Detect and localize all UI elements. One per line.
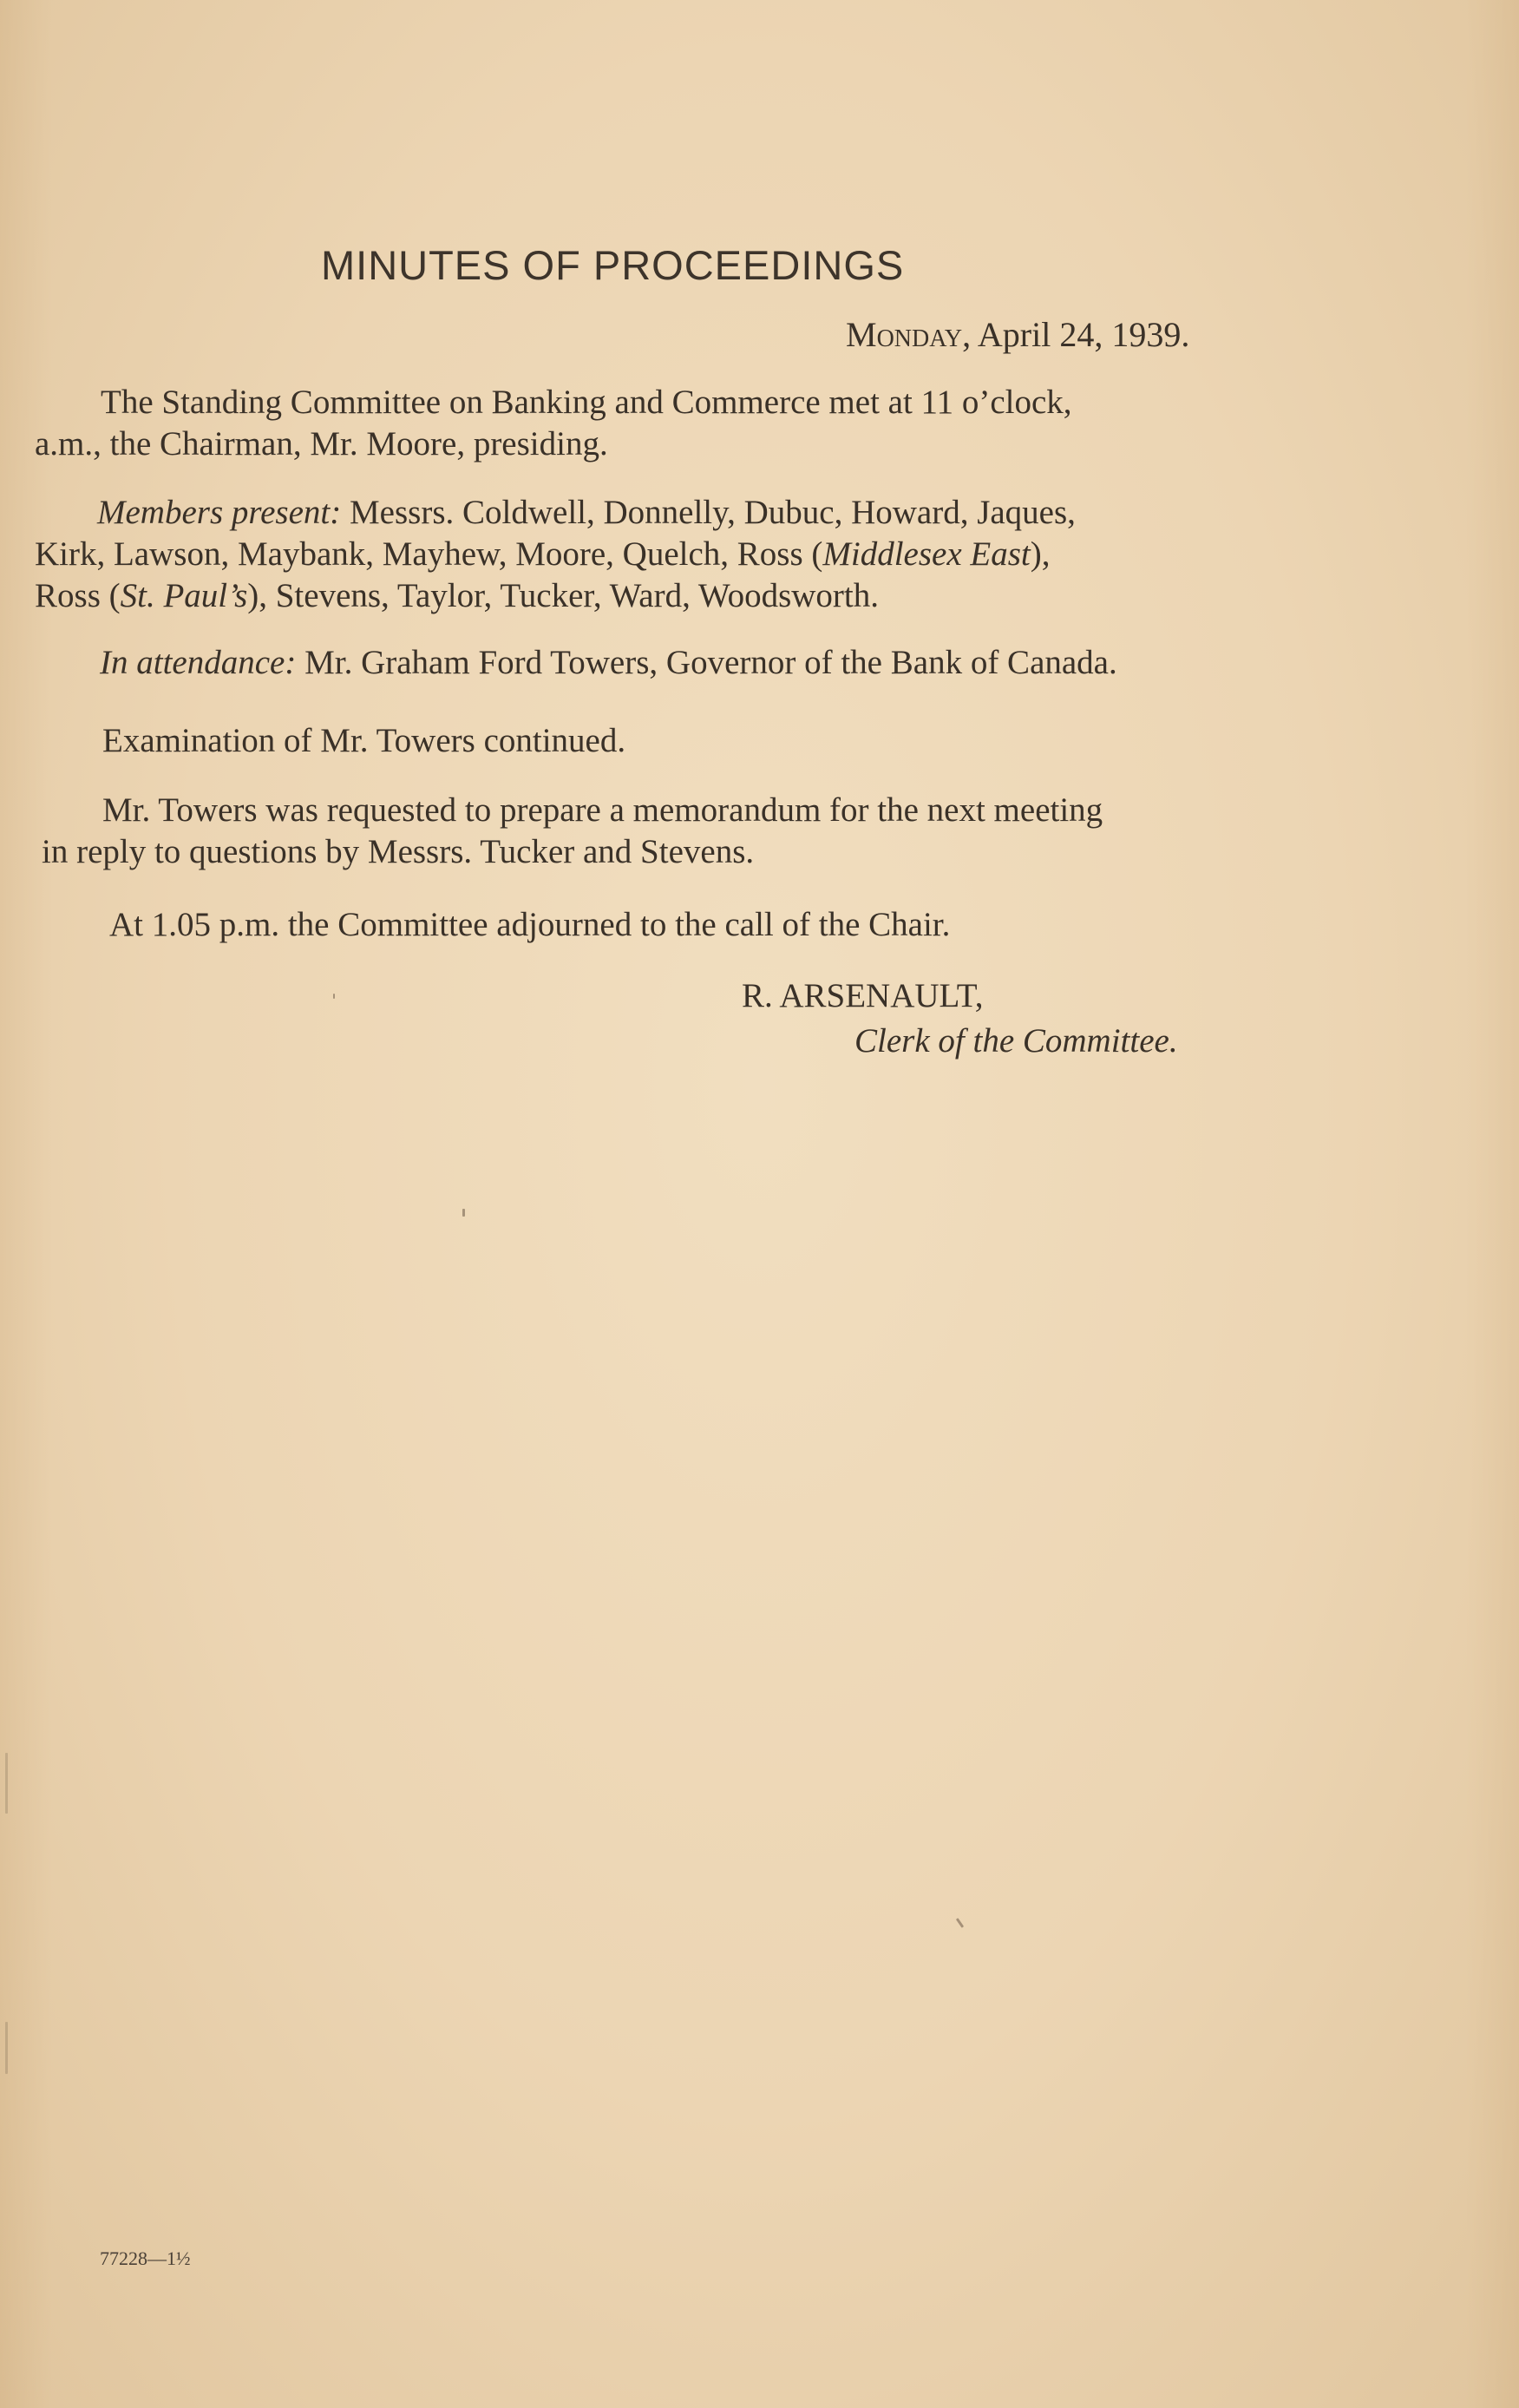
meeting-date (846, 314, 1189, 355)
members-label: Members present: (97, 494, 342, 531)
opening-paragraph (35, 382, 1072, 465)
members-line-1 (97, 492, 1076, 534)
paper-speck (5, 2022, 8, 2074)
members-line-3-b: ), Stevens, Taylor, Tucker, Ward, Woodsworth. (247, 577, 879, 614)
paper-speck (956, 1918, 964, 1928)
members-line-2 (35, 534, 1076, 575)
print-code: 77228—1½ (100, 2247, 191, 2269)
date-rest: , April 24, 1939. (962, 315, 1190, 354)
memorandum-line-2: in reply to questions by Messrs. Tucker and Stevens. (42, 833, 755, 870)
examination-paragraph: Examination of Mr. Towers continued. (102, 722, 626, 759)
paper-speck (5, 1753, 8, 1814)
members-line-3-italic: St. Paul’s (120, 577, 248, 614)
members-line-1-text: Messrs. Coldwell, Donnelly, Dubuc, Howard, Jaques, (341, 494, 1076, 531)
memorandum-line-1: Mr. Towers was requested to prepare a memorandum for the next meeting (102, 791, 1103, 829)
members-present-paragraph (35, 492, 1076, 617)
adjournment-paragraph: At 1.05 p.m. the Committee adjourned to the call of the Chair. (109, 906, 951, 943)
attendance-label: In attendance: (100, 644, 297, 681)
members-line-3-a: Ross ( (35, 577, 121, 614)
page-title: MINUTES OF PROCEEDINGS (321, 242, 905, 288)
paper-speck (333, 994, 335, 999)
signatory-title: Clerk of the Committee. (854, 1022, 1178, 1060)
opening-line-1: The Standing Committee on Banking and Commerce met at 11 o’clock, (101, 384, 1072, 421)
signatory-name: R. ARSENAULT, (742, 977, 984, 1014)
opening-line-2: a.m., the Chairman, Mr. Moore, presiding. (35, 425, 608, 463)
members-line-2-a: Kirk, Lawson, Maybank, Mayhew, Moore, Quelch, Ross ( (35, 535, 823, 573)
members-line-2-b: ), (1030, 535, 1051, 573)
members-line-3 (35, 575, 1076, 617)
attendance-paragraph (100, 642, 1117, 684)
memorandum-paragraph (42, 790, 1103, 873)
attendance-text: Mr. Graham Ford Towers, Governor of the Bank of Canada. (296, 644, 1117, 681)
paper-speck (462, 1209, 465, 1217)
date-day: Monday (846, 315, 963, 354)
members-line-2-italic: Middlesex East (822, 535, 1031, 573)
